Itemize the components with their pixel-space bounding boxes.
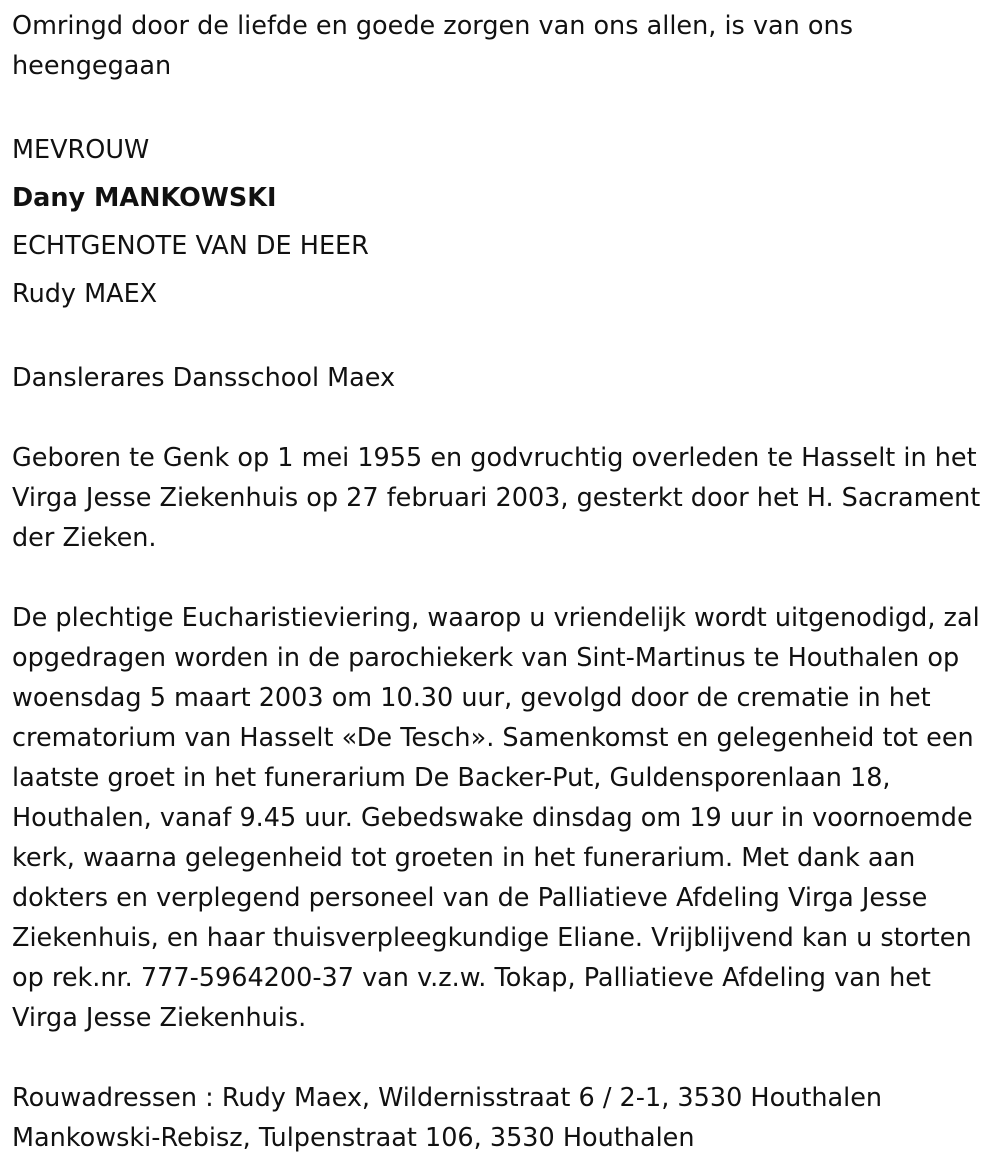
intro-text: Omringd door de liefde en goede zorgen van ons allen, is van ons heengegaan [12,11,853,81]
address-line-2: Mankowski-Rebisz, Tulpenstraat 106, 3530 Houthalen [12,1123,695,1153]
birth-death-text: Geboren te Genk op 1 mei 1955 en godvruchtig overleden te Hasselt in het Virga Jesse Ziekenhuis op 27 februari 2003, gesterkt door het H. Sacrament der Zieken. [12,443,981,553]
occupation: Danslerares Dansschool Maex [12,363,396,393]
deceased-name: Dany MANKOWSKI [12,183,277,213]
mourning-addresses [12,1078,988,1158]
address-line-1: Rouwadressen : Rudy Maex, Wildernisstraat 6 / 2-1, 3530 Houthalen [12,1083,883,1113]
spouse-label: ECHTGENOTE VAN DE HEER [12,231,369,261]
spouse-name: Rudy MAEX [12,279,158,309]
ceremony-text: De plechtige Eucharistieviering, waarop u vriendelijk wordt uitgenodigd, zal opgedragen worden in de parochiekerk van Sint-Martinus te Houthalen op woensdag 5 maart 2003 om 10.30 uur, gevolgd door de crematie in het crematorium van Hasselt «De Tesch». Samenkomst en gelegenheid tot een laatste groet in het funerarium De Backer-Put, Guldensporenlaan 18, Houthalen, vanaf 9.45 uur. Gebedswake dinsdag om 19 uur in voornoemde kerk, waarna gelegenheid tot groeten in het funerarium. Met dank aan dokters en verplegend personeel van de Palliatieve Afdeling Virga Jesse Ziekenhuis, en haar thuisverpleegkundige Eliane. Vrijblijvend kan u storten op rek.nr. 777-5964200-37 van v.z.w. Tokap, Palliatieve Afdeling van het Virga Jesse Ziekenhuis. [12,603,980,1033]
deceased-block [12,126,988,318]
honorific: MEVROUW [12,135,150,165]
